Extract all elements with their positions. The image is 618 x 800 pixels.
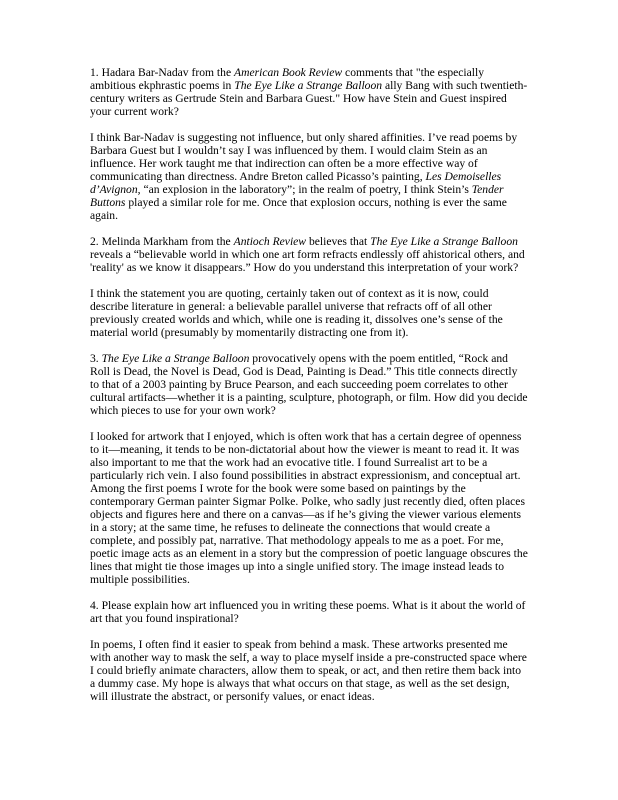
text-segment: reveals a “believable world in which one art form refracts endlessly off ahistorical others, and 'reality' as we know it disappears.” How do you understand this interpretation of your work? [90, 248, 525, 274]
text-segment: 4. Please explain how art influenced you in writing these poems. What is it about the world of art that you found inspirational? [90, 599, 526, 625]
text-segment: 1. Hadara Bar-Nadav from the [90, 66, 234, 79]
text-segment: comments that "the especially ambitious ekphrastic poems in [90, 66, 485, 92]
paragraph [90, 638, 528, 703]
italic-text-segment: The Eye Like a Strange Balloon [370, 235, 518, 248]
text-segment: I looked for artwork that I enjoyed, which is often work that has a certain degree of openness to it—meaning, it tends to be non-dictatorial about how the viewer is meant to read it. It was also important to me that the work had an evocative title. I found Surrealist art to be a particularly rich vein. I also found possibilities in abstract expressionism, and conceptual art. Among the first poems I wrote for the book were some based on paintings by the contemporary German painter Sigmar Polke. Polke, who sadly just recently died, often places objects and figures here and there on a canvas—as if he’s giving the viewer various elements in a story; at the same time, he refuses to delineate the connections that would create a complete, and possibly pat, narrative. That methodology appeals to me as a poet. For me, poetic image acts as an element in a story but the compression of poetic language obscures the lines that might tie those images up into a single unified story. The image instead leads to multiple possibilities. [90, 430, 528, 586]
paragraph [90, 430, 528, 586]
paragraph [90, 599, 528, 625]
italic-text-segment: Tender Buttons [90, 183, 504, 209]
paragraph [90, 66, 528, 118]
italic-text-segment: The Eye Like a Strange Balloon [101, 352, 250, 365]
italic-text-segment: Les Demoiselles d’Avignon, [90, 170, 502, 196]
paragraph [90, 352, 528, 417]
text-segment: 3. [90, 352, 102, 365]
text-segment: I think the statement you are quoting, certainly taken out of context as it is now, could describe literature in general: a believable parallel universe that refracts off of all other previously created worlds and which, while one is reading it, dissolves one’s sense of the material world (presumably by momentarily distracting one from it). [90, 287, 503, 339]
text-segment: ally Bang with such twentieth-century writers as Gertrude Stein and Barbara Guest." How have Stein and Guest inspired your current work? [90, 79, 528, 118]
italic-text-segment: Antioch Review [233, 235, 307, 248]
text-segment: played a similar role for me. Once that explosion occurs, nothing is ever the same again. [90, 196, 507, 222]
paragraph [90, 235, 528, 274]
text-segment: believes that [306, 235, 371, 248]
paragraph [90, 287, 528, 339]
text-segment: In poems, I often find it easier to speak from behind a mask. These artworks presented me with another way to mask the self, a way to place myself inside a pre-constructed space where I could briefly animate characters, allow them to speak, or act, and then retire them back into a dummy case. My hope is always that what occurs on that stage, as well as the set design, will illustrate the abstract, or personify values, or enact ideas. [90, 638, 527, 703]
paragraph [90, 131, 528, 222]
italic-text-segment: American Book Review [233, 66, 343, 79]
text-segment: “an explosion in the laboratory”; in the realm of poetry, I think Stein’s [140, 183, 472, 196]
text-segment: 2. Melinda Markham from the [90, 235, 234, 248]
document-body [90, 66, 528, 716]
text-segment: provocatively opens with the poem entitled, “Rock and Roll is Dead, the Novel is Dead, God is Dead, Painting is Dead.” This title connects directly to that of a 2003 painting by Bruce Pearson, and each succeeding poem correlates to other cultural artifacts—whether it is a painting, sculpture, photograph, or film. How did you decide which pieces to use for your own work? [90, 352, 528, 417]
text-segment: I think Bar-Nadav is suggesting not influence, but only shared affinities. I’ve read poems by Barbara Guest but I wouldn’t say I was influenced by them. I would claim Stein as an influence. Her work taught me that indirection can often be a more effective way of communicating than directness. Andre Breton called Picasso’s painting, [90, 131, 518, 183]
italic-text-segment: The Eye Like a Strange Balloon [234, 79, 383, 92]
